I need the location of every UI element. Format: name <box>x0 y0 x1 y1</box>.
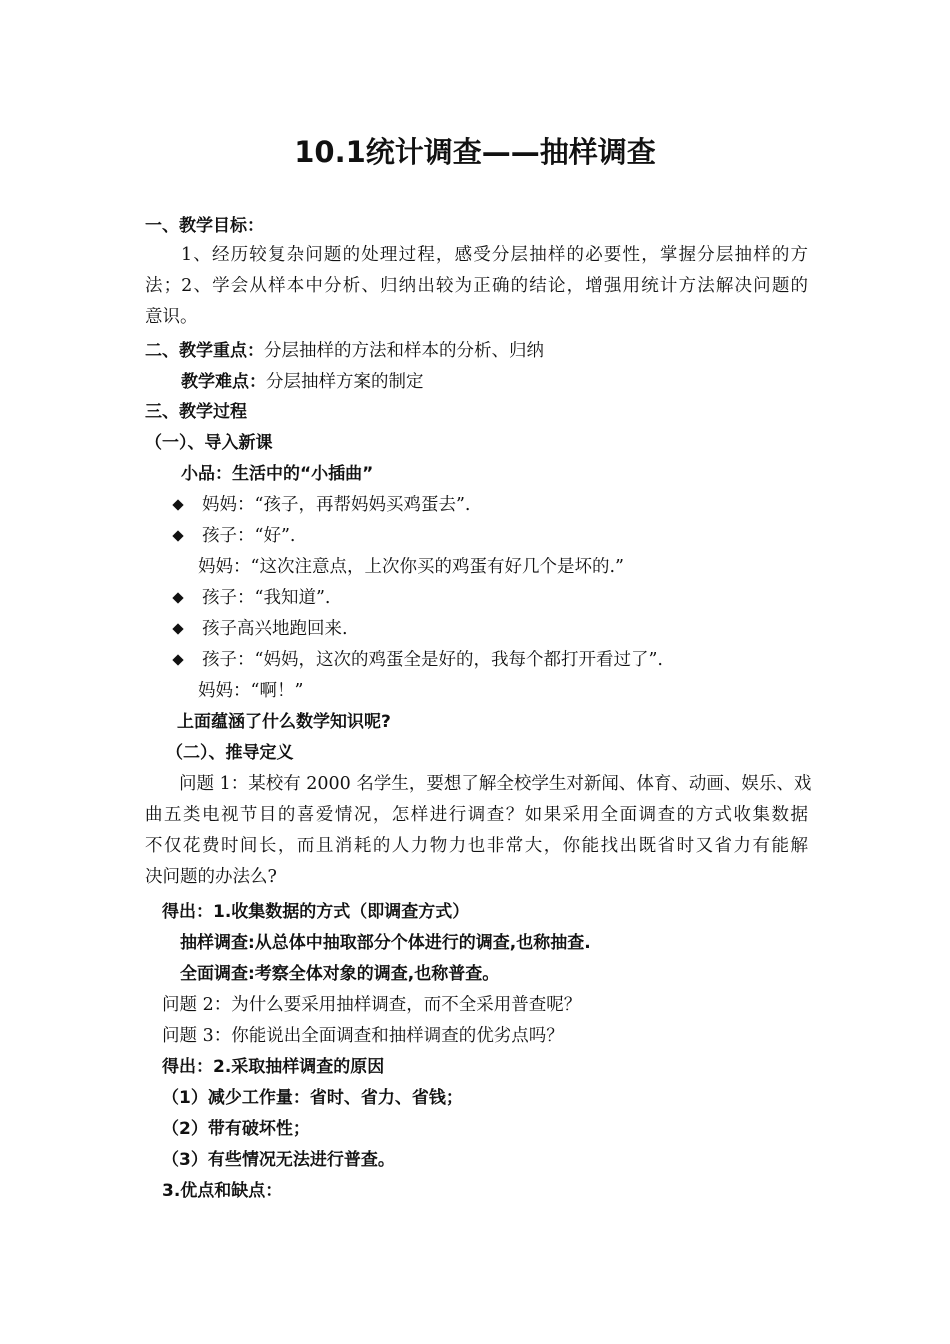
conclusion-1: 得出：1.收集数据的方式（即调查方式） <box>162 902 470 922</box>
bullet-diamond-icon <box>172 499 183 510</box>
dialogue-text: 妈妈：“孩子，再帮妈妈买鸡蛋去”. <box>202 495 471 515</box>
reason-2: （2）带有破坏性； <box>162 1119 310 1139</box>
problem-2: 问题 2：为什么要采用抽样调查，而不全采用普查呢？ <box>162 995 582 1015</box>
objectives-line-3: 意识。 <box>145 307 198 327</box>
bullet-diamond-icon <box>172 623 183 634</box>
dialogue-text: 孩子：“我知道”. <box>202 588 331 608</box>
dialogue-text: 孩子：“妈妈，这次的鸡蛋全是好的，我每个都打开看过了”. <box>202 650 663 670</box>
dialogue-text: 孩子：“好”. <box>202 526 296 546</box>
problem1-line-2: 曲五类电视节目的喜爱情况，怎样进行调查？如果采用全面调查的方式收集数据 <box>145 805 808 825</box>
objectives-line-1: 1、经历较复杂问题的处理过程，感受分层抽样的必要性，掌握分层抽样的方 <box>181 245 808 265</box>
sampling-definition: 抽样调查:从总体中抽取部分个体进行的调查,也称抽查. <box>180 933 591 953</box>
reason-1: （1）减少工作量：省时、省力、省钱； <box>162 1088 463 1108</box>
key-point-label: 二、教学重点： <box>145 341 264 361</box>
dialogue-item-7: 妈妈：“啊！” <box>198 681 304 701</box>
dialogue-text: 孩子高兴地跑回来. <box>202 619 348 639</box>
section2-heading: （二）、推导定义 <box>166 743 294 763</box>
dialogue-item-3: 妈妈：“这次注意点，上次你买的鸡蛋有好几个是坏的.” <box>198 557 624 577</box>
problem1-line-3: 不仅花费时间长，而且消耗的人力物力也非常大，你能找出既省时又省力有能解 <box>145 836 808 856</box>
bullet-diamond-icon <box>172 654 183 665</box>
math-question: 上面蕴涵了什么数学知识呢? <box>177 712 391 732</box>
document-title: 10.1统计调查——抽样调查 <box>294 135 656 169</box>
difficulty-text: 分层抽样方案的制定 <box>266 372 424 392</box>
conclusion-2: 得出：2.采取抽样调查的原因 <box>162 1057 385 1077</box>
objectives-line-2: 法；2、学会从样本中分析、归纳出较为正确的结论，增强用统计方法解决问题的 <box>145 276 808 296</box>
key-point <box>145 336 544 366</box>
key-point-text: 分层抽样的方法和样本的分析、归纳 <box>264 341 544 361</box>
problem-3: 问题 3：你能说出全面调查和抽样调查的优劣点吗？ <box>162 1026 564 1046</box>
bullet-diamond-icon <box>172 592 183 603</box>
process-heading: 三、教学过程 <box>145 402 247 422</box>
skit-title: 小品：生活中的“小插曲” <box>181 464 374 484</box>
census-definition: 全面调查:考察全体对象的调查,也称普查。 <box>180 964 500 984</box>
difficulty <box>181 367 424 397</box>
problem1-line-1: 问题 1：某校有 2000 名学生，要想了解全校学生对新闻、体育、动画、娱乐、戏 <box>179 774 812 794</box>
bullet-diamond-icon <box>172 530 183 541</box>
problem1-line-4: 决问题的办法么? <box>145 867 277 887</box>
objectives-heading: 一、教学目标： <box>145 216 264 236</box>
reason-3: （3）有些情况无法进行普查。 <box>162 1150 395 1170</box>
section1-heading: （一）、导入新课 <box>145 433 273 453</box>
difficulty-label: 教学难点： <box>181 372 266 392</box>
pros-cons-heading: 3.优点和缺点： <box>162 1181 283 1201</box>
